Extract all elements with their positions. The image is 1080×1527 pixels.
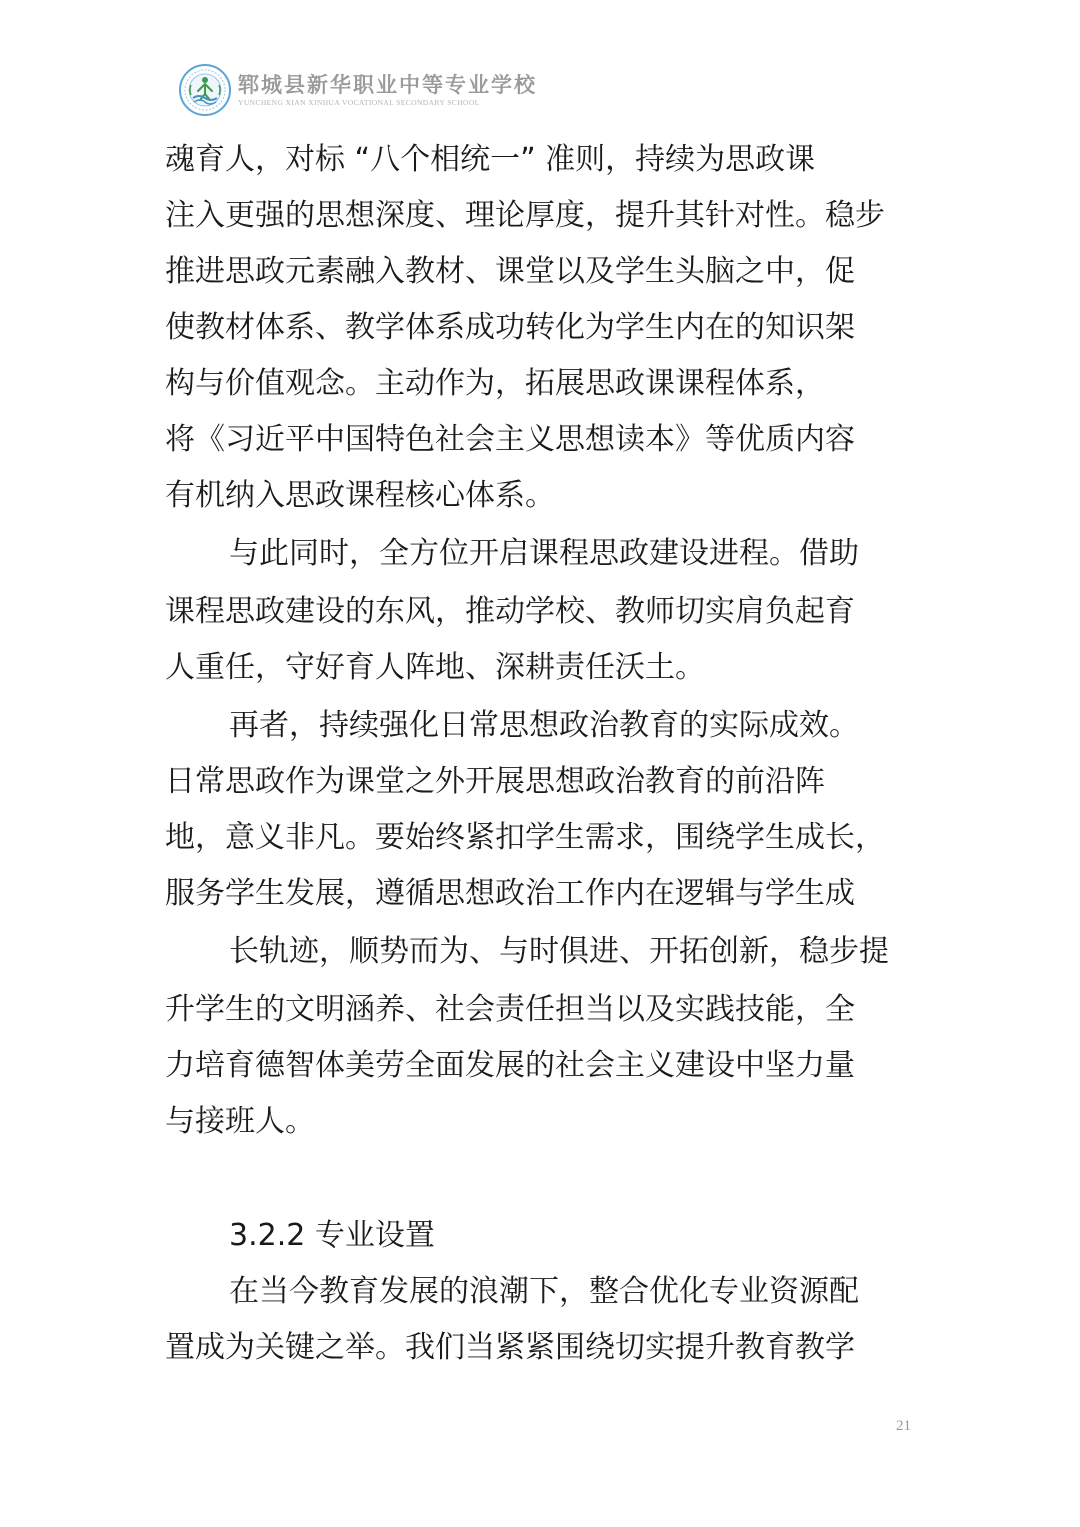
body-line: 地，意义非凡。要始终紧扣学生需求，围绕学生成长， [165, 820, 885, 855]
body-line: 有机纳入思政课程核心体系。 [165, 478, 555, 513]
school-name-block [238, 72, 537, 108]
body-line: 魂育人，对标 “八个相统一” 准则，持续为思政课 [165, 142, 816, 177]
body-line: 将《习近平中国特色社会主义思想读本》等优质内容 [165, 422, 855, 457]
paragraph-first-line: 长轨迹，顺势而为、与时俱进、开拓创新，稳步提 [229, 934, 889, 969]
paragraph-first-line: 再者，持续强化日常思想政治教育的实际成效。 [229, 708, 859, 743]
body-line: 构与价值观念。主动作为，拓展思政课课程体系， [165, 366, 825, 401]
school-name-english: YUNCHENG XIAN XINHUA VOCATIONAL SECONDARY SCHOOL [238, 98, 480, 107]
paragraph-first-line: 在当今教育发展的浪潮下，整合优化专业资源配 [229, 1274, 859, 1309]
body-line: 推进思政元素融入教材、课堂以及学生头脑之中，促 [165, 254, 855, 289]
page-number: 21 [896, 1418, 911, 1434]
section-heading: 3.2.2 专业设置 [229, 1218, 435, 1253]
body-line: 日常思政作为课堂之外开展思想政治教育的前沿阵 [165, 764, 825, 799]
body-line: 力培育德智体美劳全面发展的社会主义建设中坚力量 [165, 1048, 855, 1083]
school-name-chinese: 郓城县新华职业中等专业学校 [238, 72, 537, 97]
body-line: 人重任，守好育人阵地、深耕责任沃土。 [165, 650, 705, 685]
body-line: 服务学生发展，遵循思想政治工作内在逻辑与学生成 [165, 876, 855, 911]
body-line: 与接班人。 [165, 1104, 315, 1139]
school-seal-icon [178, 63, 232, 117]
paragraph-first-line: 与此同时，全方位开启课程思政建设进程。借助 [229, 536, 859, 571]
page-header [178, 62, 537, 118]
body-line: 使教材体系、教学体系成功转化为学生内在的知识架 [165, 310, 855, 345]
body-line: 课程思政建设的东风，推动学校、教师切实肩负起育 [165, 594, 855, 629]
body-line: 升学生的文明涵养、社会责任担当以及实践技能，全 [165, 992, 855, 1027]
body-line: 置成为关键之举。我们当紧紧围绕切实提升教育教学 [165, 1330, 855, 1365]
body-line: 注入更强的思想深度、理论厚度，提升其针对性。稳步 [165, 198, 885, 233]
